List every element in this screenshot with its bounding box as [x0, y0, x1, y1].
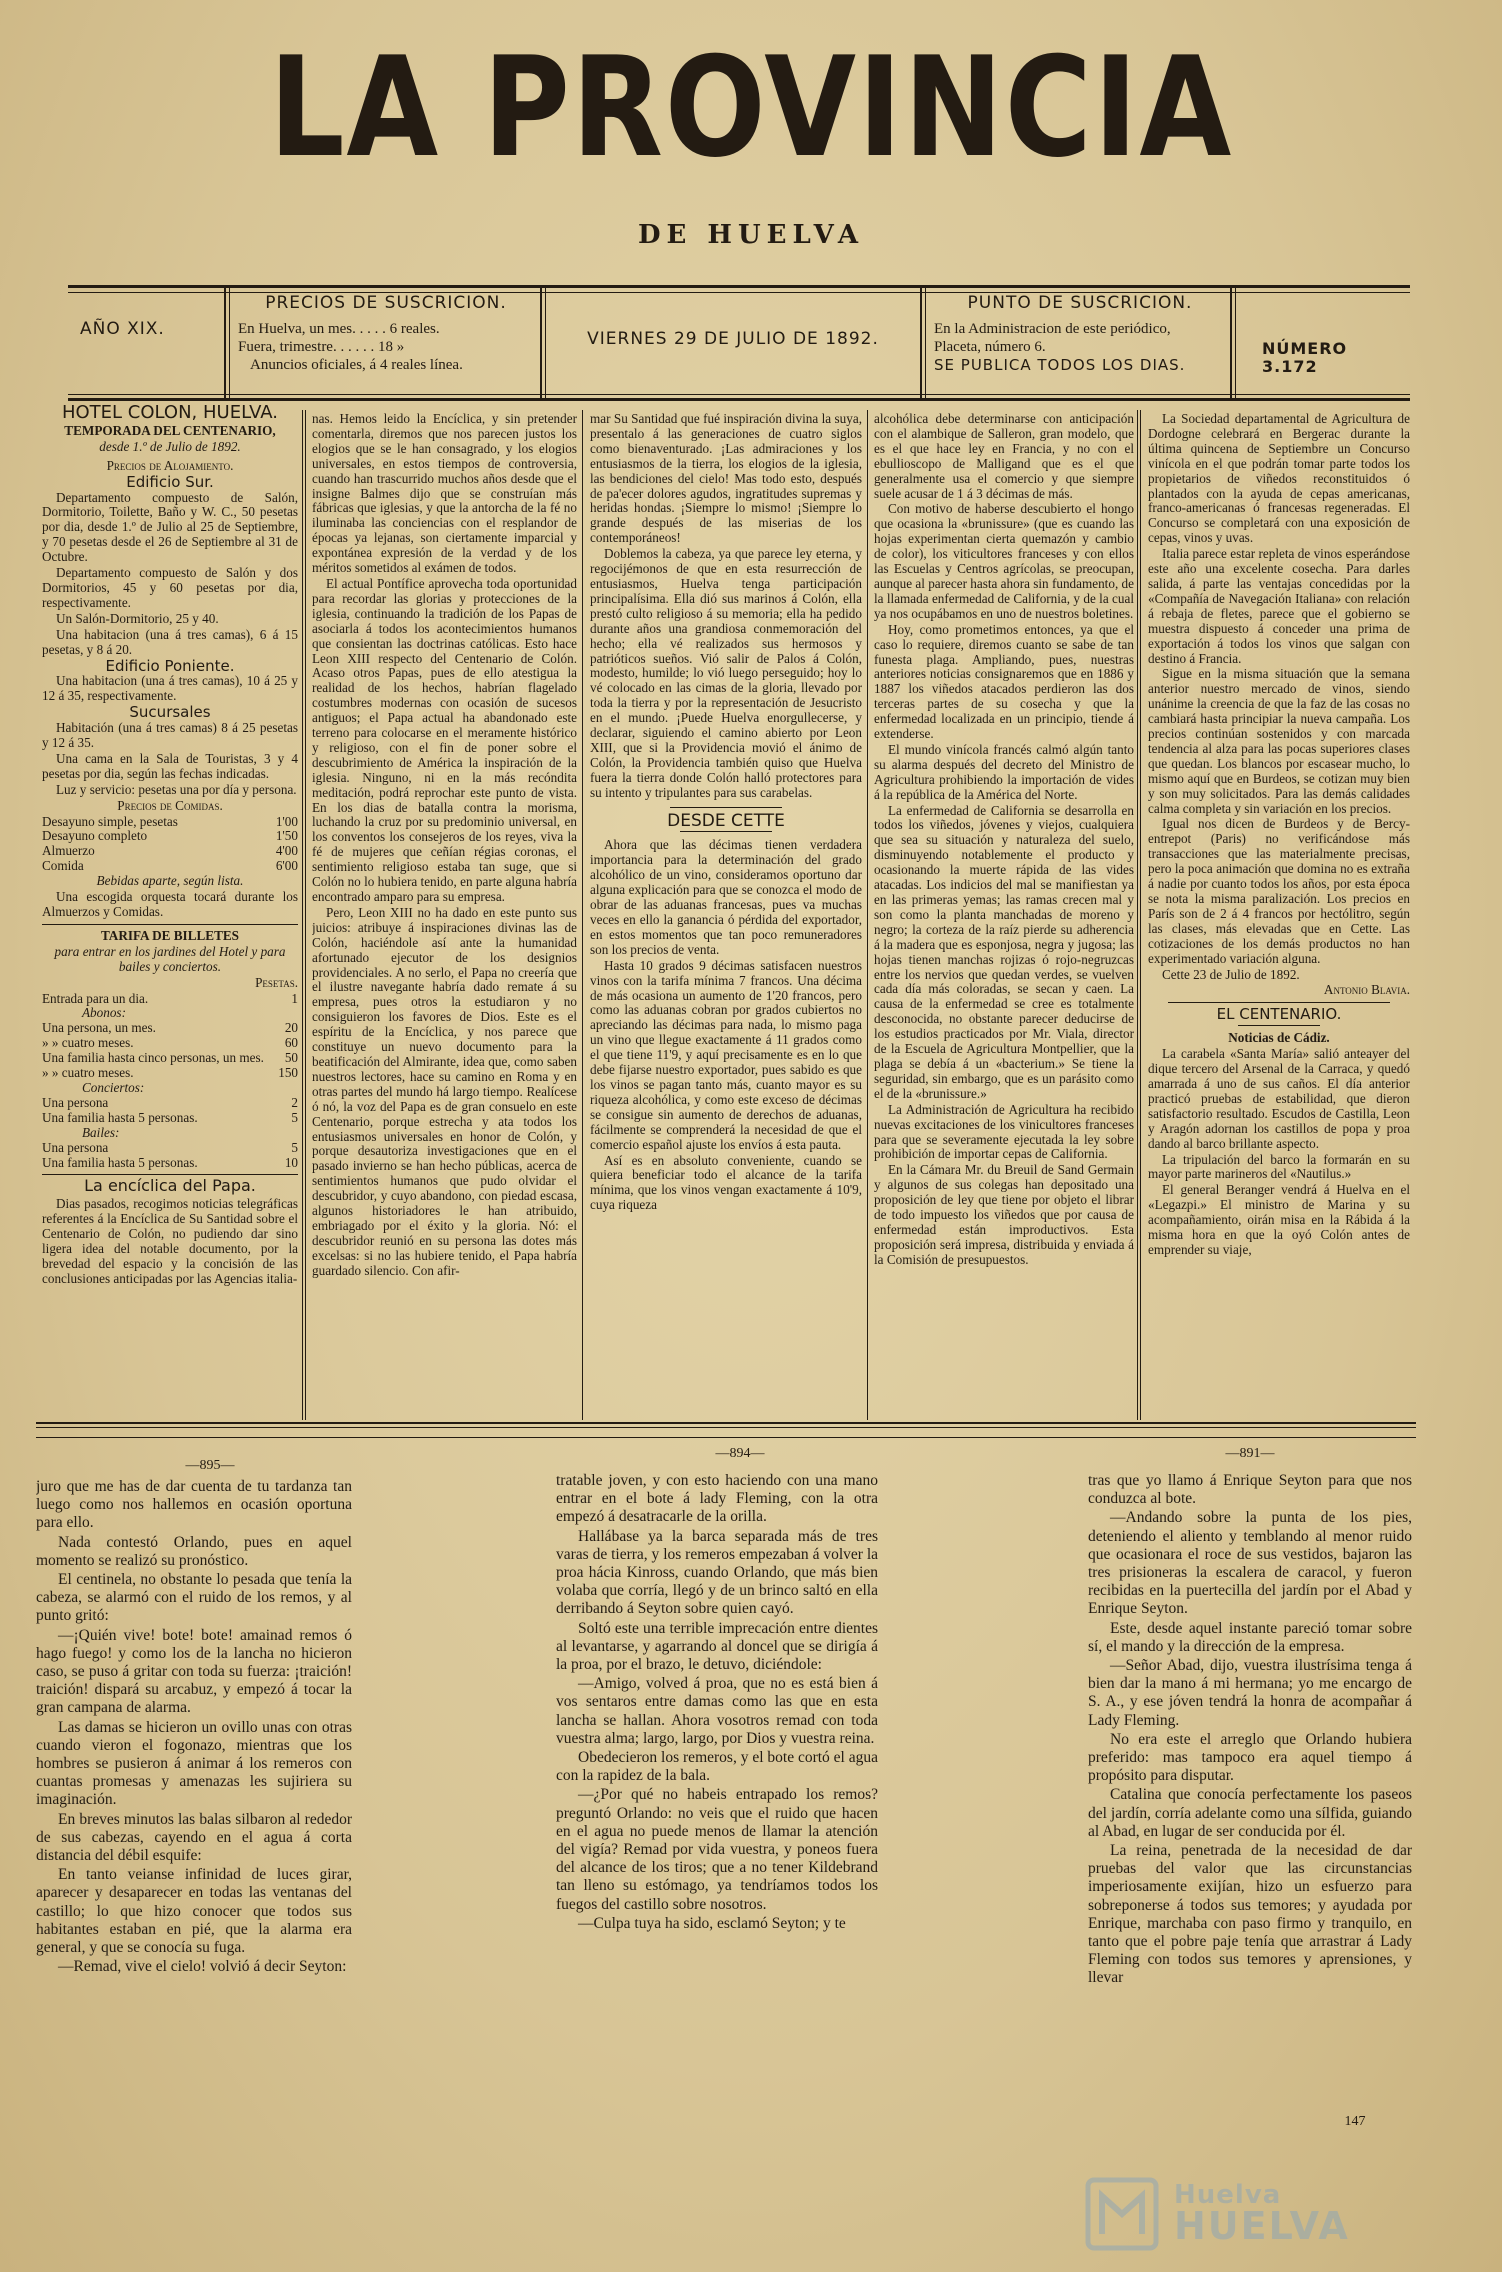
paragraph: Departamento compuesto de Salón, Dormitorio, Toilette, Baño y W. C., 50 pesetas por dia, desde 1.º de Julio al 25 de Septiembre, y 70 pesetas desde el 26 de Septiembre al 31 de Octubre.: [42, 489, 298, 565]
paragraph: juro que me has de dar cuenta de tu tardanza tan luego como nos hallemos en ocasión oportuna para ello.: [36, 1478, 352, 1532]
infobar-bottom-rule: [68, 398, 1410, 401]
meal-label: Desayuno completo: [42, 828, 148, 844]
ticket-label: Una familia hasta 5 personas.: [42, 1154, 198, 1170]
ticket-label: » » cuatro meses.: [42, 1065, 134, 1081]
ticket-label: Una familia hasta 5 personas.: [42, 1109, 198, 1125]
separator: [1168, 1002, 1390, 1003]
column-hotel-ad: [42, 402, 298, 1417]
paragraph: tras que yo llamo á Enrique Seyton para que nos conduzca al bote.: [1088, 1472, 1412, 1508]
paragraph: Hoy, como prometimos entonces, ya que el caso lo requiere, diremos cuanto se sabe de tan funesta plaga. Ampliando, pues, nuestras anteriores noticias consignaremos que en 1886 y 1887 los viñedos atacados perdieron las dos terceras partes de su cosecha y que la enfermedad localizada en un principio, tiende á extenderse.: [874, 621, 1134, 742]
ticket-price: 10: [284, 1154, 298, 1170]
paragraph: La Sociedad departamental de Agricultura de Dordogne celebrará en Bergerac durante la última quincena de Septiembre un Concurso vinícola en el que podrán tomar parte todos los propietarios de viñedos reconstituidos ó plantados con la ayuda de cepas americanas, franco-americanas ó francesas regeneradas. El Concurso se completará con una exposición de cepas, vinos y uvas.: [1148, 412, 1410, 546]
centenary-title: EL CENTENARIO.: [1216, 1005, 1342, 1024]
column-rule: [1140, 410, 1141, 1420]
paragraph: Este, desde aquel instante pareció tomar sobre sí, el mando y la dirección de la empresa.: [1088, 1619, 1412, 1655]
paragraph: —¿Por qué no habeis entrapado los remos? preguntó Orlando: no veis que el ruido que hacen en el agua no puede menos de llamar la atención del vigía? Remad por vida vuestra, y poneos fuera del alcance de los tiros; que a no tener Kildebrand tan lleno su estómago, ya tendríamos todos los fuegos del castillo sobre nosotros.: [556, 1786, 878, 1913]
meals-title: Precios de Comidas.: [117, 797, 223, 813]
prices-line: Anuncios oficiales, á 4 reales línea.: [250, 357, 463, 373]
ticket-row: [42, 1126, 298, 1141]
masthead-title: LA PROVINCIA: [269, 27, 1233, 188]
masthead-subtitle: DE HUELVA: [638, 220, 864, 250]
paragraph: Catalina que conocía perfectamente los paseos del jardín, corría adelante como una sílfida, guiando al Abad, en lugar de ser conducida por él.: [1088, 1786, 1412, 1840]
meal-row: [42, 815, 298, 830]
folio-center: [556, 1472, 878, 2102]
separator: [670, 807, 782, 808]
paragraph: Un Salón-Dormitorio, 25 y 40.: [56, 610, 219, 626]
paragraph: En la Cámara Mr. du Breuil de Sand Germain y algunos de sus colegas han depositado una proposición de ley que tiene por objeto el librar de todo impuesto los viñedos que por causa de enfermedad están improductivos. Esta proposición será impresa, distribuida y enviada á la Comisión de presupuestos.: [874, 1162, 1134, 1267]
ticket-price: 2: [291, 1094, 298, 1110]
ticket-label: Bailes:: [82, 1124, 120, 1140]
paragraph: nas. Hemos leido la Encíclica, y sin pretender comentarla, diremos que nos parecen justos los elogios que se le han consagrado, y los elogios universales, en estos tiempos de controversia, cuando han trascurrido muchos años desde que el insigne Balmes dijo que se construían más fábricas que iglesias, y que la antorcha de la fé no iluminaba las conciencias con el resplandor de épocas ya lejanas, son ciertamente imparcial y expontánea expresión de la verdad y de los méritos sometidos al exámen de todos.: [312, 412, 577, 576]
paragraph: La Administración de Agricultura ha recibido nuevas excitaciones de los vinicultores franceses para que se severamente ejecutada la ley sobre prohibición de importar cepas de California.: [874, 1101, 1134, 1162]
ticket-label: Una persona, un mes.: [42, 1020, 156, 1036]
column-cette: [590, 412, 862, 1417]
paragraph: Pero, Leon XIII no ha dado en este punto sus juicios: atribuye á inspiraciones divinas las de Colón, haciéndole así ante la humanidad afortunado ejecutor de los designios providenciales. A no serlo, el Papa no creería que el ilustre navegante habría dado remate á su empresa, pues otros la estudiaron y no consiguieron los favores de Dios. Este es el espíritu de la Encíclica, y nos parece que constituye un nuevo documento para la beatificación del Almirante, idea que, como saben nuestros lectores, hace su camino en Roma y en otras partes del mundo há largo tiempo. Realícese ó nó, la voz del Papa es de gran consuelo en este Centenario, porque estrecha y ata todos los entusiasmos universales en honor de Colón, y porque desautoriza investigaciones que en el pasado invierno se han hecho públicas, acerca de sentimientos humanos que pudo olvidar el descubridor, y cuyo abandono, con piedad escasa, algunos historiadores le han atribuido, embriagado por el éxito y la gloria. Nó: el descubridor reunió en su persona las dotes más excelsas: si no las hubiere tenido, el Papa habría guardado silencio. Con afir-: [312, 904, 577, 1278]
west-building: Edificio Poniente.: [105, 656, 235, 675]
paragraph: Soltó este una terrible imprecación entre dientes al levantarse, y agarrando al doncel que se dirigía á la proa, por el brazo, le detuvo, diciéndole:: [556, 1619, 878, 1674]
watermark-text: HUELVA: [1174, 2204, 1350, 2248]
ticket-label: » » cuatro meses.: [42, 1035, 134, 1051]
point-line: En la Administracion de este periódico,: [934, 321, 1171, 337]
paragraph: La reina, penetrada de la necesidad de dar pruebas del valor que las circunstancias imperiosamente exijían, hizo un esfuerzo para sobreponerse á todos sus temores; y ayudada por Enrique, marchaba con paso firmo y tranquilo, en tanto que el pobre paje tenía que arrastrar á Lady Fleming con todos sus temores y aprensiones, y llevar: [1088, 1842, 1412, 1987]
signature: Antonio Blavia.: [1323, 982, 1410, 998]
paragraph: Nada contestó Orlando, pues en aquel momento se realizó su pronóstico.: [36, 1533, 352, 1569]
ticket-row: [42, 1066, 298, 1081]
infobar-divider: [545, 288, 546, 398]
paragraph: La enfermedad de California se desarrolla en todos los viñedos, jóvenes y viejos, cualquiera que sea su situación y naturaleza del suelo, disminuyendo notablemente el producto y ocasionando la muerte rápida de las vides atacadas. Los indicios del mal se manifiestan ya en las primeras yemas; las ramas crecen mal y son como la planta manchadas de moreno y negro; la corteza de la raíz pierde su adherencia á la madera que es esponjosa, negra y jugosa; las hojas tienen manchas rojizas ó rojo-negruzcas entre los nervios que quedan verdes, se vuelven cada día más coloradas, se secan y caen. La causa de la enfermedad se cree es totalmente desconocida, no obstante parecer deducirse de los estudios practicados por Mr. Viala, director de la Escuela de Agricultura Montpellier, que la plaga se debía á un «bacterium.» Se tiene la seguridad, sin embargo, que es un parásito como el de la «brunissure.»: [874, 802, 1134, 1101]
paragraph: Una escogida orquesta tocará durante los Almuerzos y Comidas.: [42, 889, 298, 919]
paragraph: Con motivo de haberse descubierto el hongo que ocasiona la «brunissure» (que es cuando las hojas experimentan cierta quemazón y cambio de color), los viticultores franceses y con ellos las Escuelas y Centros agrícolas, se preocupan, aunque al parecer hasta ahora sin fundamento, de la llamada enfermedad de California, y de la cual ya nos ocupábamos en uno de nuestros boletines.: [874, 501, 1134, 621]
ticket-row: [42, 1141, 298, 1156]
paragraph: —Culpa tuya ha sido, esclamó Seyton; y te: [578, 1914, 846, 1932]
paragraph: El actual Pontífice aprovecha toda oportunidad para recordar las glorias y protecciones de la iglesia, continuando la tradición de los Papas de asociarla á todos los acontecimientos humanos que consientan las doctrinas católicas. Esto hace Leon XIII respecto del Centenario de Colón. Acaso otros Papas, pues de ello atestigua la realidad de los hechos, habrían flagelado costumbres modernas con ocasión de sucesos antiguos; el Papa actual ha abandonado este terreno para colocarse en el meramente histórico y religioso, con el fin de poner sobre el descubrimiento de América la inspiración de la iglesia. Ninguno, ni en la más recóndita meditación, podrá reprochar este punto de vista. En los dias de batalla contra la morisma, luchando la cruz por su predominio universal, en los conventos los consejeros de los reyes, viva la fé de mujeres que ceñían régias coronas, el sentimiento religioso estaba tan suge, que si Colón no lo hubiera tenido, en parte alguna habría encontrado amparo para su empresa.: [312, 575, 577, 904]
year-label: AÑO XIX.: [80, 319, 165, 339]
folio-top-rule: [36, 1422, 1416, 1424]
meal-price: 1'50: [275, 828, 298, 844]
prices-line: Fuera, trimestre. . . . . . 18 »: [238, 339, 405, 355]
column-encyclical: [312, 412, 577, 1417]
folio-dotted-rule: [36, 1437, 1416, 1438]
infobar-divider: [224, 288, 226, 398]
season-title: TEMPORADA DEL CENTENARIO,: [64, 422, 276, 438]
paragraph: —Amigo, volved á proa, que no es está bien á vos sentaros entre damas como las que en esta lancha se hallan. Ahora vosotros remad con toda vuestra alma; largo, largo, por Dios y vuestra reina.: [556, 1675, 878, 1747]
separator: [42, 1174, 298, 1175]
paragraph: Ahora que las décimas tienen verdadera importancia para la determinación del grado alcohólico de un vino, consideramos oportuno dar alguna explicación para que se conozca el modo de obrar de las aduanas francesas, pues va muchas veces en ello la ganancia ó pérdida del exportador, en estos momentos que tan poco remuneradores son los precios de venta.: [590, 837, 862, 957]
paragraph: Una cama en la Sala de Touristas, 3 y 4 pesetas por dia, según las fechas indicadas.: [42, 750, 298, 781]
infobar-divider: [1235, 288, 1236, 398]
sheet-number: 147: [1344, 2114, 1366, 2129]
folio-page-number: —895—: [185, 1458, 235, 1473]
paragraph: Hallábase ya la barca separada más de tres varas de tierra, y los remeros empezaban á volver la proa hácia Kinross, cuando Orlando, que más bien volaba que corría, llegó y de un brinco saltó en ella derribando á Seyton sobre quien cayó.: [556, 1527, 878, 1618]
paragraph: Una habitacion (una á tres camas), 10 á 25 y 12 á 35, respectivamente.: [42, 673, 298, 704]
point-line: Placeta, número 6.: [934, 339, 1046, 355]
column-rule: [582, 410, 583, 1420]
paragraph: Así es en absoluto conveniente, cuando se quiera beneficiar todo el alcance de la tarifa mínima, que los vinos vengan exactamente á 10'9, cuya riqueza: [590, 1152, 862, 1213]
ticket-price: 20: [284, 1020, 298, 1036]
meal-label: Comida: [42, 858, 84, 874]
prices-title: PRECIOS DE SUSCRICION.: [265, 293, 507, 313]
ticket-price: 5: [291, 1139, 298, 1155]
paragraph: En tanto veianse infinidad de luces girar, aparecer y desaparecer en todas las ventanas del castillo; lo que hizo conocer que todos sus habitantes estaban en pié, que la alarma era general, y que se conocía su fuga.: [36, 1866, 352, 1957]
column-rule: [305, 410, 306, 1420]
ticket-label: Una persona: [42, 1139, 109, 1155]
meal-price: 6'00: [275, 858, 298, 874]
meal-row: [42, 844, 298, 859]
folio-top-rule-thin: [36, 1427, 1416, 1428]
paragraph: El centinela, no obstante lo pesada que tenía la cabeza, se alarmó con el ruido de los remos, y al punto gritó:: [36, 1571, 352, 1625]
ticket-label: Una familia hasta cinco personas, un mes.: [42, 1050, 264, 1066]
ticket-price: 5: [291, 1109, 298, 1125]
ticket-row: [42, 1081, 298, 1096]
meal-row: [42, 829, 298, 844]
infobar-divider: [920, 288, 922, 398]
column-wine-market: [874, 412, 1134, 1417]
separator: [1238, 1025, 1320, 1026]
paragraph: Igual nos dicen de Burdeos y de Bercy-entrepot (Paris) no verificándose más transacciones que las materialmente precisas, pero la poca animación que domina no es extraña á nadie por cuanto todos los años, por esta época se nota la misma paralización. Los precios en París son de 2 á 4 francos por hectólitro, según las clases, más elevadas que en Cette. Las cotizaciones de los demás productos no han experimentado variación alguna.: [1148, 816, 1410, 966]
ticket-label: Abonos:: [82, 1005, 126, 1021]
infobar-bottom-rule-thin: [68, 394, 1410, 395]
hotel-name: HOTEL COLON, HUELVA.: [61, 402, 279, 423]
folio-left: [36, 1478, 352, 2118]
column-rule: [1137, 410, 1138, 1420]
ticket-label: Entrada para un dia.: [42, 990, 149, 1006]
prices-line: En Huelva, un mes. . . . . 6 reales.: [238, 321, 440, 337]
paragraph: La tripulación del barco la formarán en su mayor parte marineros del «Nautilus.»: [1148, 1151, 1410, 1182]
paragraph: alcohólica debe determinarse con anticipación con el alambique de Salleron, gran modelo, que es el que hace ley en Francia, y no con el ebullioscopo de Malligand que es el que generalmente usa el comercio y que siempre suele acusar de 1 á 3 décimas de más.: [874, 412, 1134, 501]
folio-right: [1088, 1472, 1412, 2122]
branches-title: Sucursales: [129, 703, 211, 722]
paragraph: Luz y servicio: pesetas una por día y persona.: [56, 781, 297, 797]
lodging-title: Precios de Alojamiento.: [106, 457, 234, 473]
infobar-divider: [925, 288, 926, 398]
paragraph: No era este el arreglo que Orlando hubiera preferido: mas tampoco era aquel tiempo á propósito para disputar.: [1088, 1730, 1412, 1785]
infobar-divider: [540, 288, 542, 398]
paragraph: El mundo vinícola francés calmó algún tanto su alarma después del decreto del Ministro de Agricultura prohibiendo la importación de vides á la república de la América del Norte.: [874, 741, 1134, 802]
archive-watermark: [1082, 2174, 1412, 2254]
meal-label: Almuerzo: [42, 843, 95, 859]
paragraph: —Andando sobre la punta de los pies, deteniendo el aliento y temblando al menor ruido que ocasionara el roce de sus vestidos, bajaron las tres prisioneras la escalera de caracol, y fueron recibidas en la puertecilla del jardín por el Abad y Enrique Seyton.: [1088, 1509, 1412, 1618]
paragraph: Sigue en la misma situación que la semana anterior nuestro mercado de vinos, siendo unánime la creencia de que la faz de las cosas no cambiará hasta principiar la nueva campaña. Los precios continúan sostenidos y con marcada tendencia al alza para las pocas superiores clases que quedan. Los blancos por escasear mucho, lo mismo aquí que en Burdeos, se cotizan muy bien y son muy solicitados. Para las demás calidades calma completa y sin variación en los precios.: [1148, 666, 1410, 816]
paragraph: Italia parece estar repleta de vinos esperándose este año una excelente cosecha. Para darles salida, á parte las ventajas concedidas por la «Compañía de Navegación Italiana» con relación á rebaja de fletes, parece que el gobierno se muestra dispuesto á conceder una prima de exportación á todos los vinos que salgan con destino á Francia.: [1148, 546, 1410, 666]
paragraph: El general Beranger vendrá á Huelva en el «Legazpi.» El ministro de Marina y su acompañamiento, oirán misa en la Rábida á la misma hora en que la oyó Colón antes de emprender su viaje,: [1148, 1182, 1410, 1257]
paragraph: La carabela «Santa María» salió anteayer del dique tercero del Arsenal de la Carraca, y quedó amarrada á uno de sus caños. El día anterior practicó pruebas de estabilidad, que dieron satisfactorio resultado. Escudos de Castilla, Leon y Aragón adornan los castillos de popa y proa dando al barco brillante aspecto.: [1148, 1046, 1410, 1151]
point-title: PUNTO DE SUSCRICION.: [967, 293, 1193, 313]
infobar-top-rule: [68, 285, 1410, 288]
subscription-point: [934, 292, 1226, 374]
issue-number: NÚMERO 3.172: [1262, 339, 1348, 376]
ticket-row: [42, 1111, 298, 1126]
folio-page-number: —894—: [715, 1446, 765, 1461]
column-rule: [867, 410, 868, 1420]
column-centenary: [1148, 412, 1410, 1417]
column-rule: [302, 410, 303, 1420]
tickets-title: TARIFA DE BILLETES: [100, 927, 240, 943]
ticket-row: [42, 1036, 298, 1051]
folio-page-number: —891—: [1225, 1446, 1275, 1461]
ticket-row: [42, 992, 298, 1007]
paragraph: —Remad, vive el cielo! volvió á decir Seyton:: [58, 1958, 347, 1976]
cette-title: DESDE CETTE: [667, 810, 785, 831]
drinks-note: Bebidas aparte, según lista.: [96, 873, 244, 889]
south-building: Edificio Sur.: [126, 472, 214, 491]
meal-row: [42, 859, 298, 874]
ticket-row: [42, 1021, 298, 1036]
paragraph: Habitación (una á tres camas) 8 á 25 pesetas y 12 á 35.: [42, 720, 298, 751]
infobar-divider: [1230, 288, 1232, 398]
paragraph: tratable joven, y con esto haciendo con una mano entrar en el bote á lady Fleming, con la otra empezó á desatracarle de la orilla.: [556, 1472, 878, 1526]
ticket-price: 1: [291, 990, 298, 1006]
ticket-row: [42, 1096, 298, 1111]
separator: [42, 924, 298, 925]
paragraph: Departamento compuesto de Salón y dos Dormitorios, 45 y 60 pesetas por dia, respectivamente.: [42, 565, 298, 610]
subscription-prices: [238, 292, 534, 374]
paragraph: Hasta 10 grados 9 décimas satisfacen nuestros vinos con la tarifa mínima 7 francos. Una décima de más ocasiona un aumento de 1'20 francos, pero como las aduanas cobran por grados cubiertos no apreciando las décimas para nada, lo mismo paga un vino que llegue exactamente á 11 grados como el que tiene 11'9, y aquí precisamente es en lo que debe fijarse nuestro exportador, pues sabido es que los vinos se pagan tanto más, cuanto mayor es su riqueza alcohólica, y como este exceso de décimas se consigue sin aumento de derechos de aduanas, fácilmente se comprenderá la necesidad de que el comercio español ajuste los envíos á esta pauta.: [590, 957, 862, 1152]
ticket-row: [42, 1051, 298, 1066]
paragraph: Doblemos la cabeza, ya que parece ley eterna, y regocijémonos de que en esta resurrección de entusiasmos, Huelva tenga participación principalísima. Ella dió sus marinos á Colón, ella prestó culto religioso á su memoria; ella ha pedido durante años una grandiosa conmemoración del hecho; ella vé realizados sus hermosos y patrióticos sueños. Vió salir de Palos á Colón, modesto, humilde; lo vió luego perseguido; hoy lo vé colocado en las cimas de la gloria, llevado por toda la tierra y por la representación de Jesucristo en el mundo. ¡Puede Huelva enorgullecerse, y declarar, siguiendo el camino abierto por Leon XIII, que si la Providencia movió el ánimo de Colón, la Providencia también quiso que Huelva fuera la tierra donde Colón halló protectores para su intento y tripulantes para sus carabelas.: [590, 546, 862, 800]
separator: [680, 831, 772, 832]
currency-label: Pesetas.: [255, 974, 298, 990]
meal-price: 1'00: [275, 813, 298, 829]
cadiz-subtitle: Noticias de Cádiz.: [1228, 1030, 1330, 1046]
issue-date: VIERNES 29 DE JULIO DE 1892.: [587, 329, 879, 349]
ticket-row: [42, 1006, 298, 1021]
ticket-price: 60: [284, 1035, 298, 1051]
paragraph: Dias pasados, recogimos noticias telegráficas referentes á la Encíclica de Su Santidad sobre el Centenario de Colón, no pudiendo dar sino ligera idea del notable documento, por la brevedad del espacio y la concisión de las conclusiones anticipadas por las Agencias italia-: [42, 1196, 298, 1286]
meal-price: 4'00: [275, 843, 298, 859]
meal-label: Desayuno simple, pesetas: [42, 813, 178, 829]
dateline: Cette 23 de Julio de 1892.: [1162, 966, 1300, 982]
watermark-text: Huelva: [1174, 2180, 1282, 2210]
paragraph: Una habitacion (una á tres camas), 6 á 15 pesetas, y 8 á 20.: [42, 626, 298, 657]
paragraph: En breves minutos las balas silbaron al rededor de sus cabezas, cayendo en el agua á corta distancia del débil esquife:: [36, 1810, 352, 1865]
ticket-label: Conciertos:: [82, 1079, 145, 1095]
infobar-divider: [229, 288, 230, 398]
ticket-label: Una persona: [42, 1094, 109, 1110]
paragraph: —¡Quién vive! bote! bote! amainad remos ó hago fuego! y como los de la lancha no hicieron caso, se puso á gritar con toda su fuerza: ¡traición! traición! dispará su arcabuz, y empezó á tocar la gran campana de alarma.: [36, 1626, 352, 1717]
ticket-price: 150: [278, 1065, 298, 1081]
season-date: desde 1.º de Julio de 1892.: [99, 438, 241, 454]
ticket-row: [42, 1156, 298, 1171]
encyclical-title: La encíclica del Papa.: [84, 1176, 256, 1196]
paragraph: Las damas se hicieron un ovillo unas con otras cuando vieron el fogonazo, mientras que los hombres se pusieron á animar á los remeros con cuantas promesas y amenazas les sujiriera su imaginación.: [36, 1718, 352, 1809]
watermark-emblem-icon: [1082, 2174, 1162, 2254]
paragraph: mar Su Santidad que fué inspiración divina la suya, presentalo á las generaciones de cuatro siglos como bienaventurado. ¡Las admiraciones y los entusiasmos de la tierra, los elogios de la iglesia, las bendiciones del cielo! Mas todo esto, después de pa'ecer dolores agudos, ingratitudes supremas y heridas hondas. ¡Siempre lo mismo! ¡Siempre lo grande después de las miserias de los contemporáneos!: [590, 412, 862, 546]
tickets-subtitle: para entrar en los jardines del Hotel y para bailes y conciertos.: [54, 943, 286, 974]
ticket-price: 50: [284, 1050, 298, 1066]
paragraph: —Señor Abad, dijo, vuestra ilustrísima tenga á bien dar la mano á mi hermana; yo me encargo de S. A., y ese jóven tendrá la honra de acompañar á Lady Fleming.: [1088, 1657, 1412, 1729]
paragraph: Obedecieron los remeros, y el bote cortó el agua con la rapidez de la bala.: [556, 1749, 878, 1785]
point-line: SE PUBLICA TODOS LOS DIAS.: [934, 356, 1186, 374]
